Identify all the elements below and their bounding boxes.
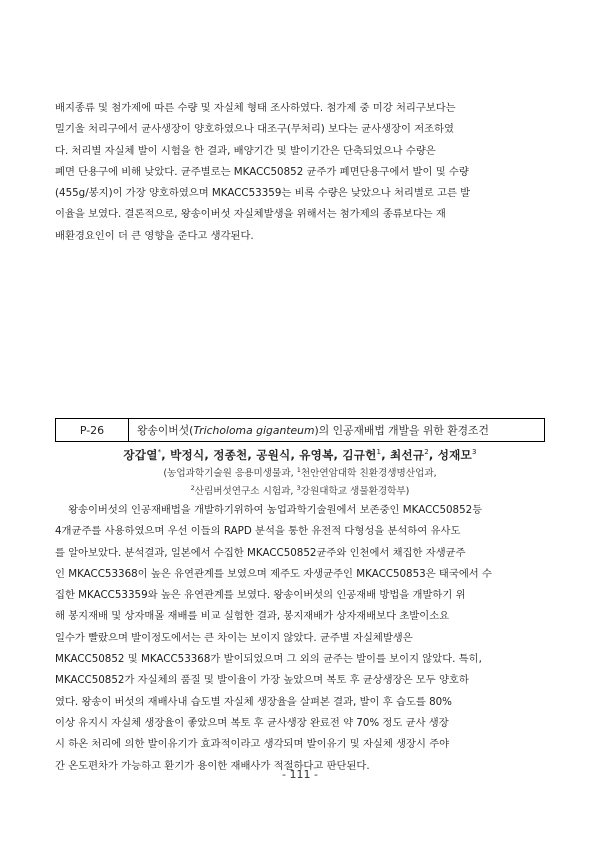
author: 최선규 [390,448,425,462]
text-line: 인 MKACC53368이 높은 유연관계를 보였으며 제주도 자생균주인 MKACC50853은 태국에서 수 [55,567,492,580]
page-number: - 111 - [282,768,318,781]
paper-code: P-26 [56,419,129,441]
text-line: 이상 유지시 자실체 생장율이 좋았으며 복토 후 균사생장 완료전 약 70% 정도 균사 생장 [55,716,449,729]
text-line: 를 알아보았다. 분석결과, 일본에서 수집한 MKACC50852균주와 인천에서 채집한 자생균주 [55,546,466,559]
text-line: 왕송이버섯의 인공재배법을 개발하기위하여 농업과학기술원에서 보존중인 MKACC50852등 [55,504,483,516]
affiliation-line-1 [55,465,545,479]
text-line: 일수가 빨랐으며 발이정도에서는 큰 차이는 보이지 않았다. 균주별 자실체발생은 [55,631,413,644]
author: 유영복 [299,448,334,462]
intro-paragraph [55,98,545,247]
author-mark: 1 [376,448,382,457]
affiliation-mark: 1 [296,465,301,474]
text-line: 폐면 단용구에 비해 낮았다. 균주별로는 MKACC50852 균주가 폐면단용구에서 발이 및 수량 [55,165,469,178]
text-line: 시 하온 처리에 의한 발이유기가 효과적이라고 생각되며 발이유기 및 자실체 생장시 주야 [55,738,450,751]
text-line: 배지종류 및 첨가제에 따른 수량 및 자실체 형태 조사하였다. 첨가제 중 미강 처리구보다는 [55,102,456,114]
author: 성재모 [437,448,472,462]
abstract-paragraph [55,500,545,777]
affiliation-line-2 [55,483,545,497]
text-line: 였다. 왕송이 버섯의 재배사내 습도별 자실체 생장율을 살펴본 결과, 발이 후 습도를 80% [55,695,452,708]
author: 김규헌 [342,448,377,462]
text-line: MKACC50852가 자실체의 품질 및 발이율이 가장 높았으며 복토 후 균상생장은 모두 양호하 [55,674,469,687]
author: 정종천 [213,448,248,462]
text-line: 다. 처리별 자실체 발이 시험을 한 결과, 배양기간 및 발이기간은 단축되었으나 수량은 [55,144,436,157]
affiliation-text: (농업과학기술원 응용미생물과, [163,468,297,479]
text-line: 배환경요인이 더 큰 영향을 준다고 생각된다. [55,229,254,242]
paper-title [129,423,489,438]
author: 공원식 [256,448,291,462]
affiliation-text: 산림버섯연구소 시험과, [194,486,297,497]
author-list: 장갑열*, 박정식, 정종천, 공원식, 유영복, 김규헌$^1$, 최선규$^2$, 성재모$^3$ [123,448,477,462]
affiliation-text: 천안연암대학 친환경생명산업과, [300,468,437,479]
text-line: 집한 MKACC53359와 높은 유연관계를 보였다. 왕송이버섯의 인공재배 방법을 개발하기 위 [55,589,466,602]
text-line: 해 봉지재배 및 상자매몰 재배를 비교 실험한 결과, 봉지재배가 상자재배보다 초발이소요 [55,610,450,623]
title-species: Tricholoma giganteum [193,423,315,437]
text-line: 밀기울 처리구에서 균사생장이 양호하였으나 대조구(무처리) 보다는 균사생장이 저조하였 [55,123,454,136]
affiliation-mark: 3 [296,483,301,492]
text-line: MKACC50852 및 MKACC53368가 발이되었으며 그 외의 균주는 발이를 보이지 않았다. 특히, [55,653,482,666]
author-mark: 2 [424,448,429,457]
author: 장갑열 [123,448,158,462]
text-line: 간 온도편차가 가능하고 환기가 용이한 재배사가 적절하다고 판단된다. [55,759,370,772]
text-line: 이율을 보였다. 결론적으로, 왕송이버섯 자실체발생을 위해서는 첨가제의 종류보다는 재 [55,208,446,221]
author: 박정식 [170,448,205,462]
title-suffix: )의 인공재배법 개발을 위한 환경조건 [314,423,489,437]
text-line: (455g/봉지)이 가장 양호하였으며 MKACC53359는 비록 수량은 낮았으나 처리별로 고른 발 [55,187,471,200]
title-prefix: 왕송이버섯( [137,423,194,437]
author-mark: 3 [471,448,477,457]
affiliation-mark: 2 [190,483,195,492]
text-line: 4개균주를 사용하였으며 우선 이들의 RAPD 분석을 통한 유전적 다형성을 분석하여 유사도 [55,525,461,538]
paper-header-box [55,418,545,442]
affiliation-text: 강원대학교 생물환경학부) [300,486,410,497]
author-mark: * [157,448,162,457]
